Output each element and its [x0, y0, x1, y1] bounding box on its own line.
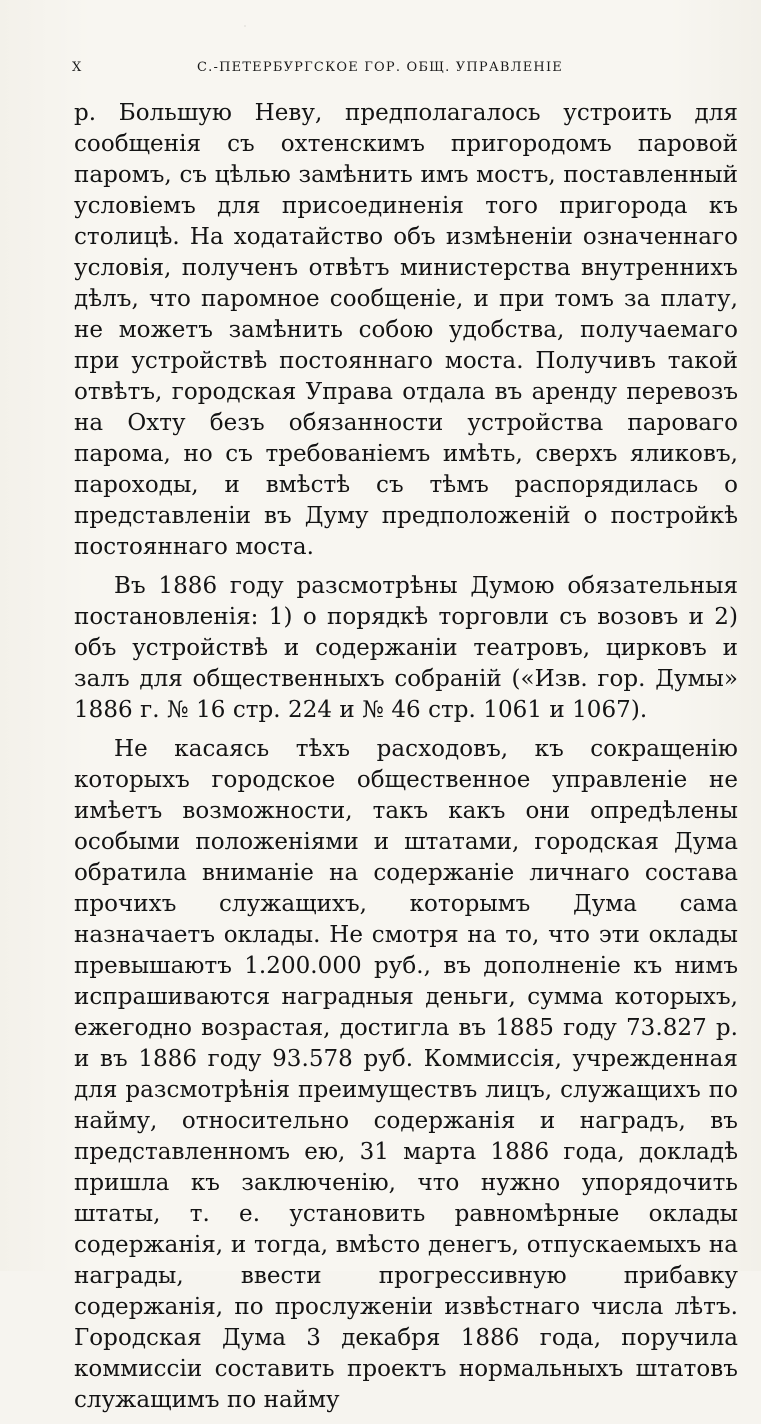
paragraph-3: Не касаясь тѣхъ расходовъ, къ сокращенію которыхъ городское общественное управленіе не имѣетъ возможности, такъ какъ они опредѣлены особыми положеніями и штатами, городская Дума обратила вниманіе на содержаніе личнаго состава прочихъ служащихъ, которымъ Дума сама назначаетъ оклады. Не смотря на то, что эти оклады превышаютъ 1.200.000 руб., въ дополненіе къ нимъ испрашиваются наградныя деньги, сумма которыхъ, ежегодно возрастая, достигла въ 1885 году 73.827 р. и въ 1886 году 93.578 руб. Коммиссія, учрежденная для разсмотрѣнія преимуществъ лицъ, служащихъ по найму, относительно содержанія и наградъ, въ представленномъ ею, 31 марта 1886 года, докладѣ пришла къ заключенію, что нужно упорядочить штаты, т. е. установить равномѣрные оклады содержанія, и тогда, вмѣсто денегъ, отпускаемыхъ на награды, ввести прогрессивную прибавку содержанія, по прослуженіи извѣстнаго числа лѣтъ. Городская Дума 3 декабря 1886 года, поручила коммиссіи составить проектъ нормальныхъ штатовъ служащимъ по найму — [74, 736, 738, 1413]
paragraph-1: р. Большую Неву, предполагалось устроить для сообщенія съ охтенскимъ пригородомъ паровой паромъ, съ цѣлью замѣнить имъ мостъ, поставленный условіемъ для присоединенія того пригорода къ столицѣ. На ходатайство объ измѣненіи означеннаго условія, полученъ отвѣтъ министерства внутреннихъ дѣлъ, что паромное сообщеніе, и при томъ за плату, не можетъ замѣнить собою удобства, получаемаго при устройствѣ постояннаго моста. Получивъ такой отвѣтъ, городская Управа отдала въ аренду перевозъ на Охту безъ обязанности устройства пароваго парома, но съ требованіемъ имѣть, сверхъ яликовъ, пароходы, и вмѣстѣ съ тѣмъ распорядилась о представленіи въ Думу предположеній о постройкѣ постояннаго моста. — [74, 100, 738, 560]
print-speck — [244, 25, 246, 27]
page-header — [72, 60, 688, 80]
running-title: С.-ПЕТЕРБУРГСКОЕ ГОР. ОБЩ. УПРАВЛЕНІЕ — [197, 60, 563, 75]
page-body — [74, 98, 738, 1424]
paragraph-2: Въ 1886 году разсмотрѣны Думою обязательныя постановленія: 1) о порядкѣ торговли съ возовъ и 2) объ устройствѣ и содержаніи театровъ, цирковъ и залъ для общественныхъ собраній («Изв. гор. Думы» 1886 г. № 16 стр. 224 и № 46 стр. 1061 и 1067). — [74, 573, 738, 723]
page-number: X — [72, 60, 83, 75]
